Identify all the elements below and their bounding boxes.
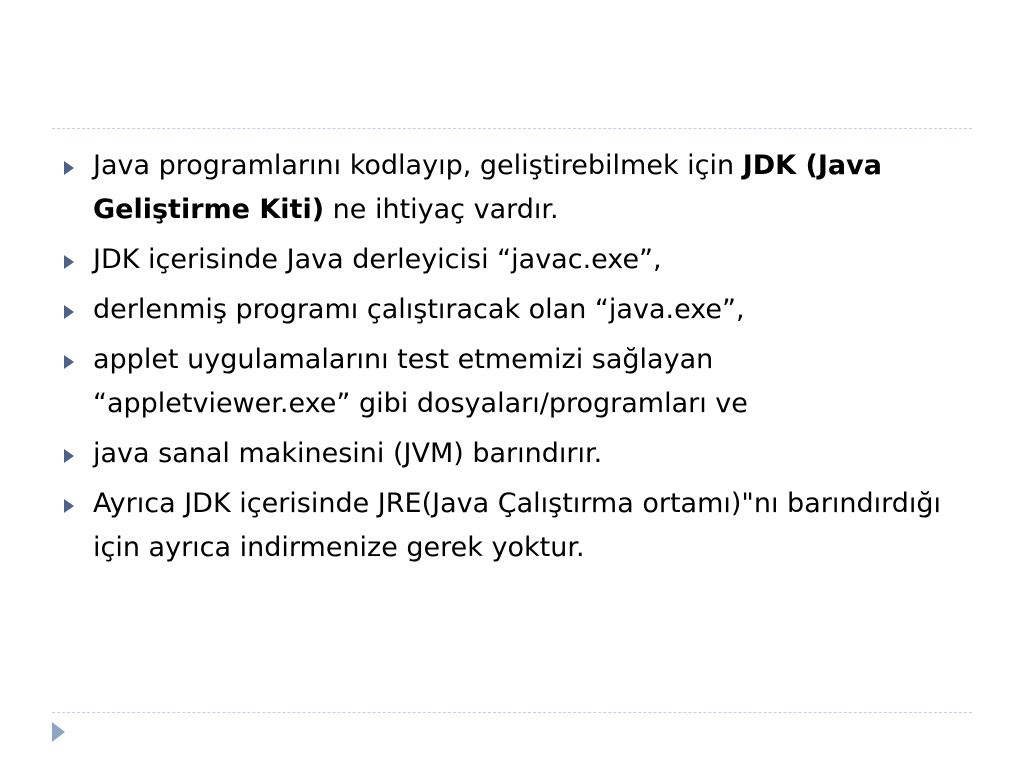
triangle-right-icon: [64, 161, 74, 175]
bullet-list: [60, 144, 960, 576]
top-divider: [52, 128, 972, 129]
bullet-text: derlenmiş programı çalıştıracak olan “java.exe”,: [93, 294, 745, 325]
bullet-text: java sanal makinesini (JVM) barındırır.: [93, 438, 603, 469]
bullet-item-appletviewer: [60, 338, 960, 426]
triangle-right-icon: [64, 305, 74, 319]
bullet-item-javac: [60, 238, 960, 282]
triangle-right-icon: [64, 499, 74, 513]
bullet-item-jre: [60, 482, 960, 570]
bullet-item-java-exe: [60, 288, 960, 332]
triangle-right-icon: [64, 449, 74, 463]
bullet-text-bold: JDK (Java Geliştirme Kiti): [93, 150, 882, 225]
next-slide-arrow-icon[interactable]: [52, 722, 65, 742]
bullet-text: applet uygulamalarını test etmemizi sağlayan “appletviewer.exe” gibi dosyaları/programları ve: [93, 344, 748, 419]
bullet-item-jvm: [60, 432, 960, 476]
bottom-divider: [52, 712, 972, 713]
bullet-text: Ayrıca JDK içerisinde JRE(Java Çalıştırma ortamı)"nı barındırdığı için ayrıca indirmenize gerek yoktur.: [93, 488, 941, 563]
bullet-item-jdk: [60, 144, 960, 232]
bullet-text-before: Java programlarını kodlayıp, geliştirebilmek için: [93, 150, 743, 181]
triangle-right-icon: [64, 355, 74, 369]
bullet-text-after: ne ihtiyaç vardır.: [324, 194, 559, 225]
bullet-text: JDK içerisinde Java derleyicisi “javac.exe”,: [93, 244, 662, 275]
triangle-right-icon: [64, 255, 74, 269]
